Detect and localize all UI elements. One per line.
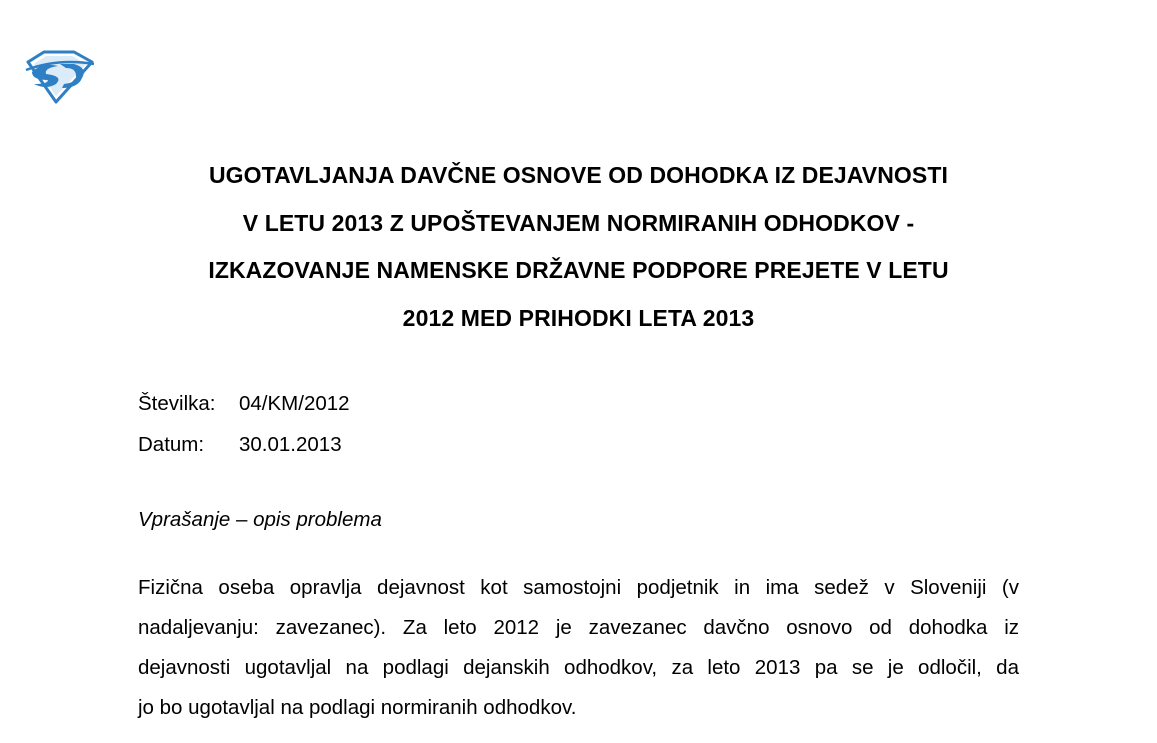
section-heading: Vprašanje – opis problema: [138, 508, 382, 531]
body-line: jo bo ugotavljal na podlagi normiranih odhodkov.: [138, 696, 577, 719]
number-value: 04/KM/2012: [239, 392, 350, 415]
date-row: [138, 424, 350, 465]
title-line: UGOTAVLJANJA DAVČNE OSNOVE OD DOHODKA IZ DEJAVNOSTI: [208, 162, 949, 188]
body-line: nadaljevanju: zavezanec). Za leto 2012 je zavezanec davčno osnovo od dohodka iz: [138, 616, 1019, 639]
title-line: IZKAZOVANJE NAMENSKE DRŽAVNE PODPORE PREJETE V LETU: [208, 257, 949, 284]
body-line: dejavnosti ugotavljal na podlagi dejanskih odhodkov, za leto 2013 pa se je odločil, da: [138, 656, 1019, 679]
document-meta: [138, 383, 350, 465]
number-row: [138, 383, 350, 424]
sd-logo: [22, 50, 96, 104]
date-value: 30.01.2013: [239, 433, 342, 456]
number-label: Številka:: [138, 392, 216, 415]
body-paragraph: [138, 568, 1019, 728]
body-line: Fizična oseba opravlja dejavnost kot samostojni podjetnik in ima sedež v Sloveniji (v: [138, 576, 1019, 599]
sd-logo-icon: [22, 50, 96, 104]
document-title: [100, 152, 1057, 342]
date-label: Datum:: [138, 433, 205, 456]
title-line: V LETU 2013 Z UPOŠTEVANJEM NORMIRANIH ODHODKOV -: [242, 209, 915, 236]
title-line: 2012 MED PRIHODKI LETA 2013: [402, 304, 755, 331]
